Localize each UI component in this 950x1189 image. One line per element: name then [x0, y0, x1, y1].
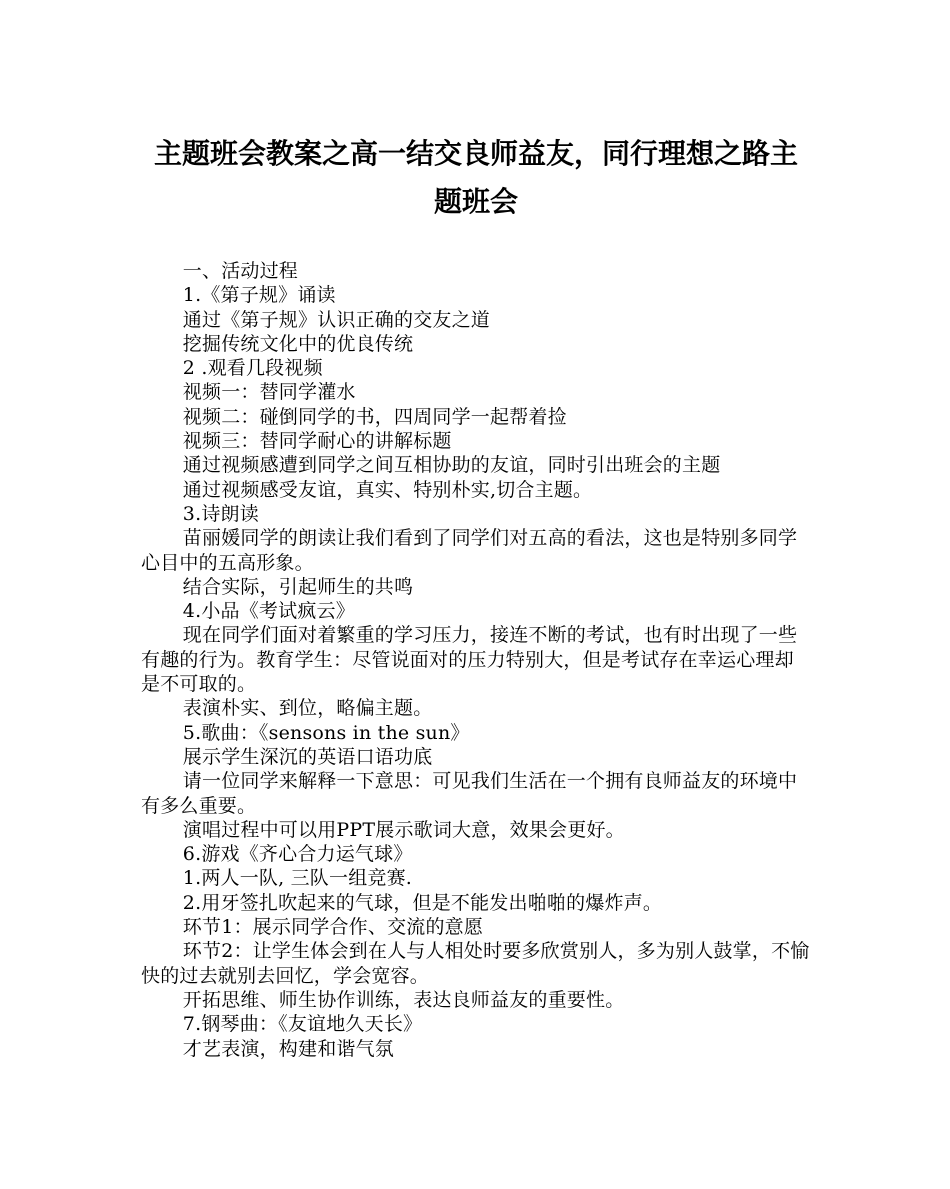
- paragraph: 现在同学们面对着繁重的学习压力，接连不断的考试，也有时出现了一些有趣的行为。教育学生：尽管说面对的压力特别大，但是考试存在幸运心理却是不可取的。: [141, 624, 798, 696]
- item-heading: 3.诗朗读: [182, 502, 259, 525]
- paragraph: 视频三：替同学耐心的讲解标题: [182, 430, 452, 453]
- item-heading: 7.钢琴曲：《友谊地久天长》: [182, 1013, 423, 1036]
- paragraph: 苗丽媛同学的朗读让我们看到了同学们对五高的看法，这也是特别多同学心目中的五高形象。: [141, 527, 798, 574]
- document-title: 主题班会教案之高一结交良师益友，同行理想之路主题班会: [153, 137, 798, 218]
- paragraph: 通过视频感受友谊，真实、特别朴实,切合主题。: [182, 478, 593, 501]
- paragraph: 1.两人一队, 三队一组竞赛.: [182, 867, 413, 890]
- paragraph: 结合实际，引起师生的共鸣: [182, 575, 414, 598]
- paragraph: 通过视频感遭到同学之间互相协助的友谊，同时引出班会的主题: [182, 454, 721, 477]
- paragraph: 环节1：展示同学合作、交流的意愿: [182, 916, 484, 939]
- item-heading: 5.歌曲：《sensons in the sun》: [182, 721, 470, 744]
- section-heading: 一、活动过程: [182, 260, 298, 282]
- paragraph: 环节2：让学生体会到在人与人相处时要多欣赏别人，多为别人鼓掌，不愉快的过去就别去回忆，学会宽容。: [141, 940, 810, 987]
- paragraph: 请一位同学来解释一下意思：可见我们生活在一个拥有良师益友的环境中有多么重要。: [141, 770, 798, 817]
- paragraph: 开拓思维、师生协作训练，表达良师益友的重要性。: [182, 988, 625, 1011]
- paragraph: 表演朴实、到位，略偏主题。: [182, 697, 433, 720]
- item-heading: 2 .观看几段视频: [182, 357, 323, 380]
- paragraph: 挖掘传统文化中的优良传统: [182, 332, 414, 355]
- document-body: [141, 259, 811, 1061]
- item-heading: 6.游戏《齐心合力运气球》: [182, 843, 413, 866]
- paragraph: 视频一：替同学灌水: [182, 381, 356, 404]
- paragraph: 展示学生深沉的英语口语功底: [182, 745, 433, 768]
- paragraph: 通过《第子规》认识正确的交友之道: [182, 308, 490, 331]
- paragraph: 才艺表演，构建和谐气氛: [182, 1037, 394, 1060]
- paragraph: 演唱过程中可以用PPT展示歌词大意，效果会更好。: [182, 818, 625, 841]
- paragraph: 视频二：碰倒同学的书，四周同学一起帮着捡: [182, 405, 567, 428]
- item-heading: 1.《第子规》诵读: [182, 284, 336, 307]
- item-heading: 4.小品《考试疯云》: [182, 600, 355, 623]
- paragraph: 2.用牙签扎吹起来的气球，但是不能发出啪啪的爆炸声。: [182, 891, 663, 914]
